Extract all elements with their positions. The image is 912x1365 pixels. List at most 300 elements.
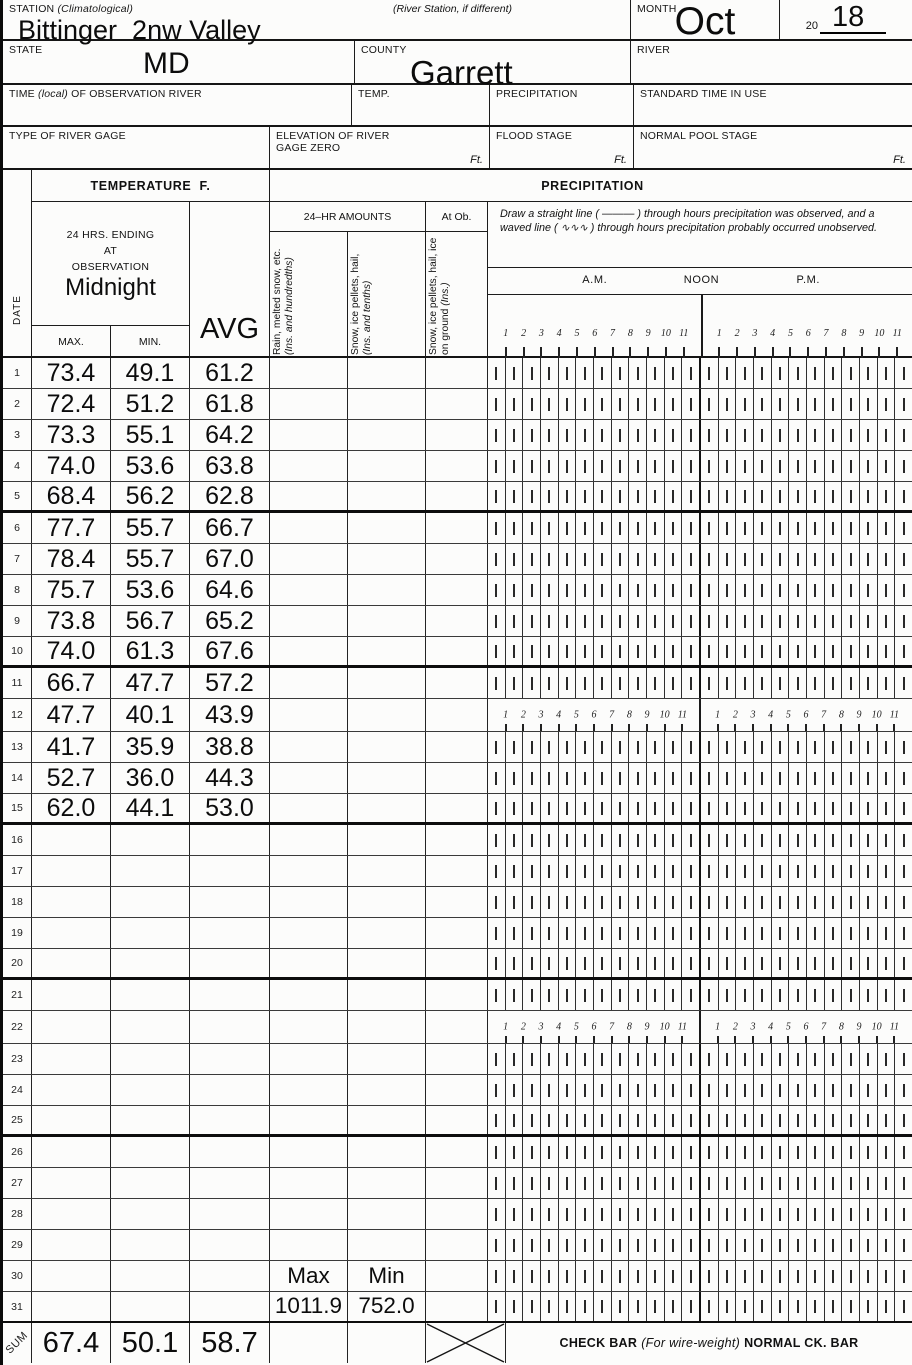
- hour-cell: [701, 1230, 719, 1260]
- hour-cell: [506, 482, 524, 510]
- hour-tick: [779, 865, 781, 878]
- hour-tick: [619, 367, 621, 380]
- hour-cell: [754, 918, 772, 948]
- hour-cell: [523, 918, 541, 948]
- hour-cell: [629, 1075, 647, 1105]
- hour-tick-mark: [840, 724, 842, 731]
- hour-cell: [860, 1230, 878, 1260]
- rain-cell: [270, 389, 348, 419]
- hour-tick: [637, 367, 639, 380]
- avg-value: 65.2: [190, 606, 270, 636]
- hour-cell: [523, 513, 541, 543]
- date-cell: 24: [3, 1075, 32, 1105]
- hour-cell: [772, 544, 790, 574]
- at-ob-cell: [426, 1137, 488, 1167]
- rain-cell: [270, 1011, 348, 1043]
- hour-cell: [719, 1230, 737, 1260]
- hour-tick: [726, 1146, 728, 1159]
- hour-tick: [548, 1177, 550, 1190]
- hour-cell: [647, 513, 665, 543]
- hour-tick: [850, 1084, 852, 1097]
- table-row: [3, 1292, 912, 1323]
- hour-tick: [903, 1114, 905, 1127]
- hour-tick: [903, 460, 905, 473]
- hour-tick: [548, 1239, 550, 1252]
- at-ob-cell: [426, 668, 488, 698]
- hour-cell: [789, 763, 807, 793]
- hour-cell: [789, 637, 807, 665]
- hour-cell: [878, 606, 896, 636]
- hour-tick: [867, 398, 869, 411]
- hour-cell: [754, 1075, 772, 1105]
- hour-tick: [885, 896, 887, 909]
- min-value: [111, 1230, 190, 1260]
- hour-cell: [719, 949, 737, 977]
- rain-cell: [270, 856, 348, 886]
- hour-cell: [736, 389, 754, 419]
- hour-tick: [531, 1270, 533, 1283]
- hour-tick: [637, 772, 639, 785]
- hour-tick: [672, 398, 674, 411]
- hour-cell: [523, 1230, 541, 1260]
- hour-cell: [895, 575, 912, 605]
- hour-cell: [754, 1044, 772, 1074]
- hour-cell: [719, 825, 737, 855]
- avg-value: 67.0: [190, 544, 270, 574]
- hour-cell: [594, 949, 612, 977]
- hour-cell: [754, 732, 772, 762]
- hour-tick: [797, 865, 799, 878]
- hour-tick: [761, 367, 763, 380]
- hour-tick: [584, 460, 586, 473]
- hour-cell: [719, 513, 737, 543]
- hour-tick: [637, 584, 639, 597]
- hour-tick: [672, 615, 674, 628]
- hour-cell: [541, 763, 559, 793]
- hours-grid: [488, 887, 912, 917]
- hour-cell: [488, 668, 506, 698]
- hour-tick: [761, 1053, 763, 1066]
- hour-tick: [619, 1239, 621, 1252]
- hour-tick: [867, 802, 869, 815]
- hour-tick: [797, 1177, 799, 1190]
- hour-tick: [566, 989, 568, 1002]
- hour-cell: [736, 451, 754, 481]
- table-row: [3, 420, 912, 451]
- 24hr-amounts-header: 24–HR AMOUNTS: [270, 202, 426, 232]
- table-row: [3, 732, 912, 763]
- hour-tick: [726, 772, 728, 785]
- hour-tick: [797, 367, 799, 380]
- hour-tick: [832, 1239, 834, 1252]
- hour-tick: [566, 615, 568, 628]
- hour-cell: [576, 358, 594, 388]
- hour-tick: [672, 1053, 674, 1066]
- hour-tick: [779, 1270, 781, 1283]
- hour-cell: [612, 1137, 630, 1167]
- hour-cell: [506, 1261, 524, 1291]
- month-field: [631, 0, 780, 43]
- max-value: [32, 887, 111, 917]
- hour-cell: [860, 358, 878, 388]
- hours-grid: [488, 389, 912, 419]
- avg-value: [190, 887, 270, 917]
- hour-tick: [531, 584, 533, 597]
- hour-tick: [672, 1084, 674, 1097]
- snow-cell: [348, 856, 426, 886]
- hour-tick: [867, 1239, 869, 1252]
- rain-cell: 1011.9: [270, 1292, 348, 1321]
- flood-stage-field: [490, 127, 634, 168]
- hour-cell: [488, 856, 506, 886]
- hour-tick: [744, 1146, 746, 1159]
- hour-tick-mark: [629, 347, 631, 358]
- hour-tick: [672, 429, 674, 442]
- hour-cell: [665, 544, 683, 574]
- date-cell: 14: [3, 763, 32, 793]
- hour-label: 4: [770, 328, 776, 339]
- hour-label: 3: [538, 1021, 544, 1033]
- hour-tick: [744, 989, 746, 1002]
- hour-tick: [601, 927, 603, 940]
- hour-tick: [850, 1177, 852, 1190]
- hour-tick: [779, 1208, 781, 1221]
- date-cell: 6: [3, 513, 32, 543]
- hour-tick: [744, 802, 746, 815]
- hour-tick: [867, 429, 869, 442]
- hour-cell: [895, 949, 912, 977]
- hour-label: 1: [503, 709, 509, 721]
- hour-tick: [531, 522, 533, 535]
- hour-tick: [495, 896, 497, 909]
- hour-tick: [584, 522, 586, 535]
- hour-cell: [594, 544, 612, 574]
- at-ob-cell: [426, 575, 488, 605]
- hour-cell: [754, 544, 772, 574]
- hour-cell: [825, 887, 843, 917]
- hour-cell: [825, 451, 843, 481]
- hour-cell: [647, 637, 665, 665]
- hour-cell: [789, 1168, 807, 1198]
- hour-label: 5: [787, 328, 793, 339]
- hour-tick: [654, 615, 656, 628]
- hour-cell: [807, 918, 825, 948]
- hour-cell: [842, 856, 860, 886]
- hour-tick: [832, 615, 834, 628]
- hour-cell: [559, 420, 577, 450]
- hour-cell: [647, 980, 665, 1010]
- hour-cell: [576, 482, 594, 510]
- hour-tick: [619, 645, 621, 658]
- hour-cell: [878, 668, 896, 698]
- date-cell: 26: [3, 1137, 32, 1167]
- table-row: [3, 825, 912, 856]
- hour-tick-mark: [558, 724, 560, 731]
- hour-tick: [531, 398, 533, 411]
- hour-tick: [690, 367, 692, 380]
- hour-tick: [566, 957, 568, 970]
- avg-value: 64.6: [190, 575, 270, 605]
- hour-cell: [719, 668, 737, 698]
- hour-tick: [708, 1146, 710, 1159]
- hour-tick: [850, 1300, 852, 1313]
- hour-tick: [654, 1084, 656, 1097]
- hour-cell: [701, 1106, 719, 1134]
- hour-cell: [594, 389, 612, 419]
- sum-rain-cell: [270, 1323, 348, 1363]
- date-cell: 3: [3, 420, 32, 450]
- hour-tick: [672, 957, 674, 970]
- hour-tick-mark: [575, 1036, 577, 1043]
- hour-tick: [637, 645, 639, 658]
- hour-cell: [860, 668, 878, 698]
- hour-cell: [559, 544, 577, 574]
- hour-cell: [682, 794, 701, 822]
- hour-cell: [754, 575, 772, 605]
- hour-cell: [594, 980, 612, 1010]
- hour-cell: [594, 1230, 612, 1260]
- hour-tick: [531, 1300, 533, 1313]
- temperature-band: TEMPERATURE F.: [32, 170, 270, 202]
- hour-tick: [885, 429, 887, 442]
- hour-cell: [701, 1199, 719, 1229]
- hour-cell: [488, 451, 506, 481]
- hour-tick: [637, 522, 639, 535]
- hour-tick: [903, 429, 905, 442]
- hour-tick: [566, 1239, 568, 1252]
- hour-cell: [789, 949, 807, 977]
- hour-tick: [513, 615, 515, 628]
- hour-cell: [665, 1106, 683, 1134]
- hour-tick: [850, 1146, 852, 1159]
- hour-cell: [682, 575, 701, 605]
- hour-cell: [719, 918, 737, 948]
- at-ob-cell: [426, 980, 488, 1010]
- hour-cell: [772, 918, 790, 948]
- hour-tick-mark: [611, 724, 613, 731]
- hour-cell: [682, 1230, 701, 1260]
- hour-tick: [814, 367, 816, 380]
- hour-label: 3: [538, 709, 544, 721]
- hour-tick: [903, 1084, 905, 1097]
- hour-tick-mark: [522, 724, 524, 731]
- hour-cell: [682, 544, 701, 574]
- at-ob-cell: [426, 637, 488, 665]
- hour-tick: [708, 834, 710, 847]
- hour-tick: [531, 741, 533, 754]
- hour-tick: [885, 460, 887, 473]
- snow-column-header: Snow, ice pellets, hail, (Ins. and tenths): [348, 232, 426, 358]
- hour-cell: [612, 544, 630, 574]
- hour-cell: [506, 668, 524, 698]
- hour-cell: [772, 1137, 790, 1167]
- hour-cell: [665, 794, 683, 822]
- hour-tick: [601, 1300, 603, 1313]
- hour-tick: [672, 1114, 674, 1127]
- hour-cell: [559, 482, 577, 510]
- hour-cell: [789, 1044, 807, 1074]
- hour-tick: [850, 1239, 852, 1252]
- hour-tick: [601, 896, 603, 909]
- hour-tick: [726, 398, 728, 411]
- hour-tick: [761, 553, 763, 566]
- rain-cell: [270, 699, 348, 731]
- hour-cell: [594, 1075, 612, 1105]
- hour-cell: [719, 482, 737, 510]
- rain-cell: [270, 1075, 348, 1105]
- hour-cell: [506, 575, 524, 605]
- hour-cell: [682, 1106, 701, 1134]
- at-ob-cell: [426, 513, 488, 543]
- hour-cell: [488, 513, 506, 543]
- hour-tick: [761, 1146, 763, 1159]
- hour-cell: [789, 980, 807, 1010]
- flood-stage-label: FLOOD STAGE: [496, 130, 573, 142]
- hour-cell: [878, 1168, 896, 1198]
- hour-label: 9: [644, 1021, 650, 1033]
- hour-cell: [541, 794, 559, 822]
- hour-cell: [612, 980, 630, 1010]
- hour-tick: [708, 802, 710, 815]
- hour-tick: [814, 584, 816, 597]
- hour-tick: [744, 772, 746, 785]
- hour-cell: [807, 513, 825, 543]
- hour-cell: [488, 1199, 506, 1229]
- snow-cell: [348, 825, 426, 855]
- min-value: 51.2: [111, 389, 190, 419]
- max-value: [32, 1230, 111, 1260]
- hour-cell: [860, 606, 878, 636]
- hour-tick: [637, 865, 639, 878]
- hour-cell: [754, 358, 772, 388]
- max-value: [32, 1199, 111, 1229]
- snow-cell: [348, 794, 426, 822]
- hour-tick: [814, 645, 816, 658]
- hour-tick: [548, 1208, 550, 1221]
- elevation-label: ELEVATION OF RIVER GAGE ZERO: [276, 130, 390, 154]
- hour-cell: [559, 918, 577, 948]
- hour-cell: [701, 918, 719, 948]
- hour-tick: [513, 802, 515, 815]
- hours-grid: [488, 637, 912, 665]
- hour-tick: [513, 772, 515, 785]
- hour-tick: [850, 460, 852, 473]
- hour-tick: [690, 1177, 692, 1190]
- hour-cell: [719, 980, 737, 1010]
- hour-tick: [619, 553, 621, 566]
- hour-cell: [576, 1199, 594, 1229]
- hour-tick: [744, 1114, 746, 1127]
- hour-tick: [867, 1114, 869, 1127]
- hour-cell: [647, 482, 665, 510]
- normal-pool-unit: Ft.: [893, 154, 906, 166]
- hour-tick: [584, 1146, 586, 1159]
- hour-tick: [548, 490, 550, 503]
- hour-tick: [814, 957, 816, 970]
- hour-cell: [488, 606, 506, 636]
- hour-cell: [772, 732, 790, 762]
- hour-cell: [807, 1261, 825, 1291]
- snow-cell: [348, 513, 426, 543]
- hour-cell: [842, 1292, 860, 1321]
- hour-cell: [842, 1168, 860, 1198]
- hour-cell: [860, 544, 878, 574]
- hour-cell: [772, 763, 790, 793]
- hour-tick: [548, 1270, 550, 1283]
- hour-cell: [576, 763, 594, 793]
- snow-cell: [348, 1044, 426, 1074]
- hour-cell: [842, 1075, 860, 1105]
- hour-tick: [531, 1177, 533, 1190]
- min-value: 36.0: [111, 763, 190, 793]
- hour-tick: [761, 989, 763, 1002]
- hour-cell: [860, 1168, 878, 1198]
- min-value: [111, 1168, 190, 1198]
- hour-tick: [566, 429, 568, 442]
- avg-value: [190, 1230, 270, 1260]
- hour-cell: [772, 1292, 790, 1321]
- hour-tick: [885, 1053, 887, 1066]
- hour-tick: [619, 741, 621, 754]
- hour-cell: [559, 1292, 577, 1321]
- date-cell: 20: [3, 949, 32, 977]
- hour-cell: [736, 732, 754, 762]
- hour-tick: [850, 490, 852, 503]
- hours-grid: [488, 763, 912, 793]
- max-value: 41.7: [32, 732, 111, 762]
- at-ob-cell: [426, 451, 488, 481]
- hour-cell: [772, 668, 790, 698]
- hour-cell: [665, 482, 683, 510]
- hour-cell: [523, 637, 541, 665]
- hour-tick: [619, 957, 621, 970]
- hour-cell: [488, 420, 506, 450]
- hour-cell: [629, 482, 647, 510]
- hour-tick: [867, 522, 869, 535]
- hour-tick: [903, 677, 905, 690]
- hour-tick: [814, 677, 816, 690]
- hours-grid: [488, 1199, 912, 1229]
- hour-cell: [541, 606, 559, 636]
- hour-tick: [601, 802, 603, 815]
- hour-cell: [665, 1292, 683, 1321]
- hour-tick: [654, 957, 656, 970]
- hour-tick: [779, 522, 781, 535]
- max-value: 66.7: [32, 668, 111, 698]
- avg-value: 57.2: [190, 668, 270, 698]
- hour-tick: [637, 957, 639, 970]
- hour-tick: [584, 989, 586, 1002]
- hour-tick: [761, 772, 763, 785]
- hour-cell: [594, 1261, 612, 1291]
- hour-cell: [647, 358, 665, 388]
- hour-label: 2: [521, 328, 527, 339]
- hour-tick: [797, 1208, 799, 1221]
- hour-cell: [523, 1106, 541, 1134]
- hour-cell: [895, 482, 912, 510]
- hour-tick: [672, 741, 674, 754]
- hour-cell: [559, 763, 577, 793]
- hour-cell: [682, 825, 701, 855]
- hour-tick: [814, 1114, 816, 1127]
- hour-tick: [566, 834, 568, 847]
- hour-tick: [601, 367, 603, 380]
- hour-tick-mark: [754, 347, 756, 358]
- hour-cell: [665, 1261, 683, 1291]
- hour-cell: [506, 980, 524, 1010]
- avg-value: [190, 918, 270, 948]
- hour-cell: [772, 825, 790, 855]
